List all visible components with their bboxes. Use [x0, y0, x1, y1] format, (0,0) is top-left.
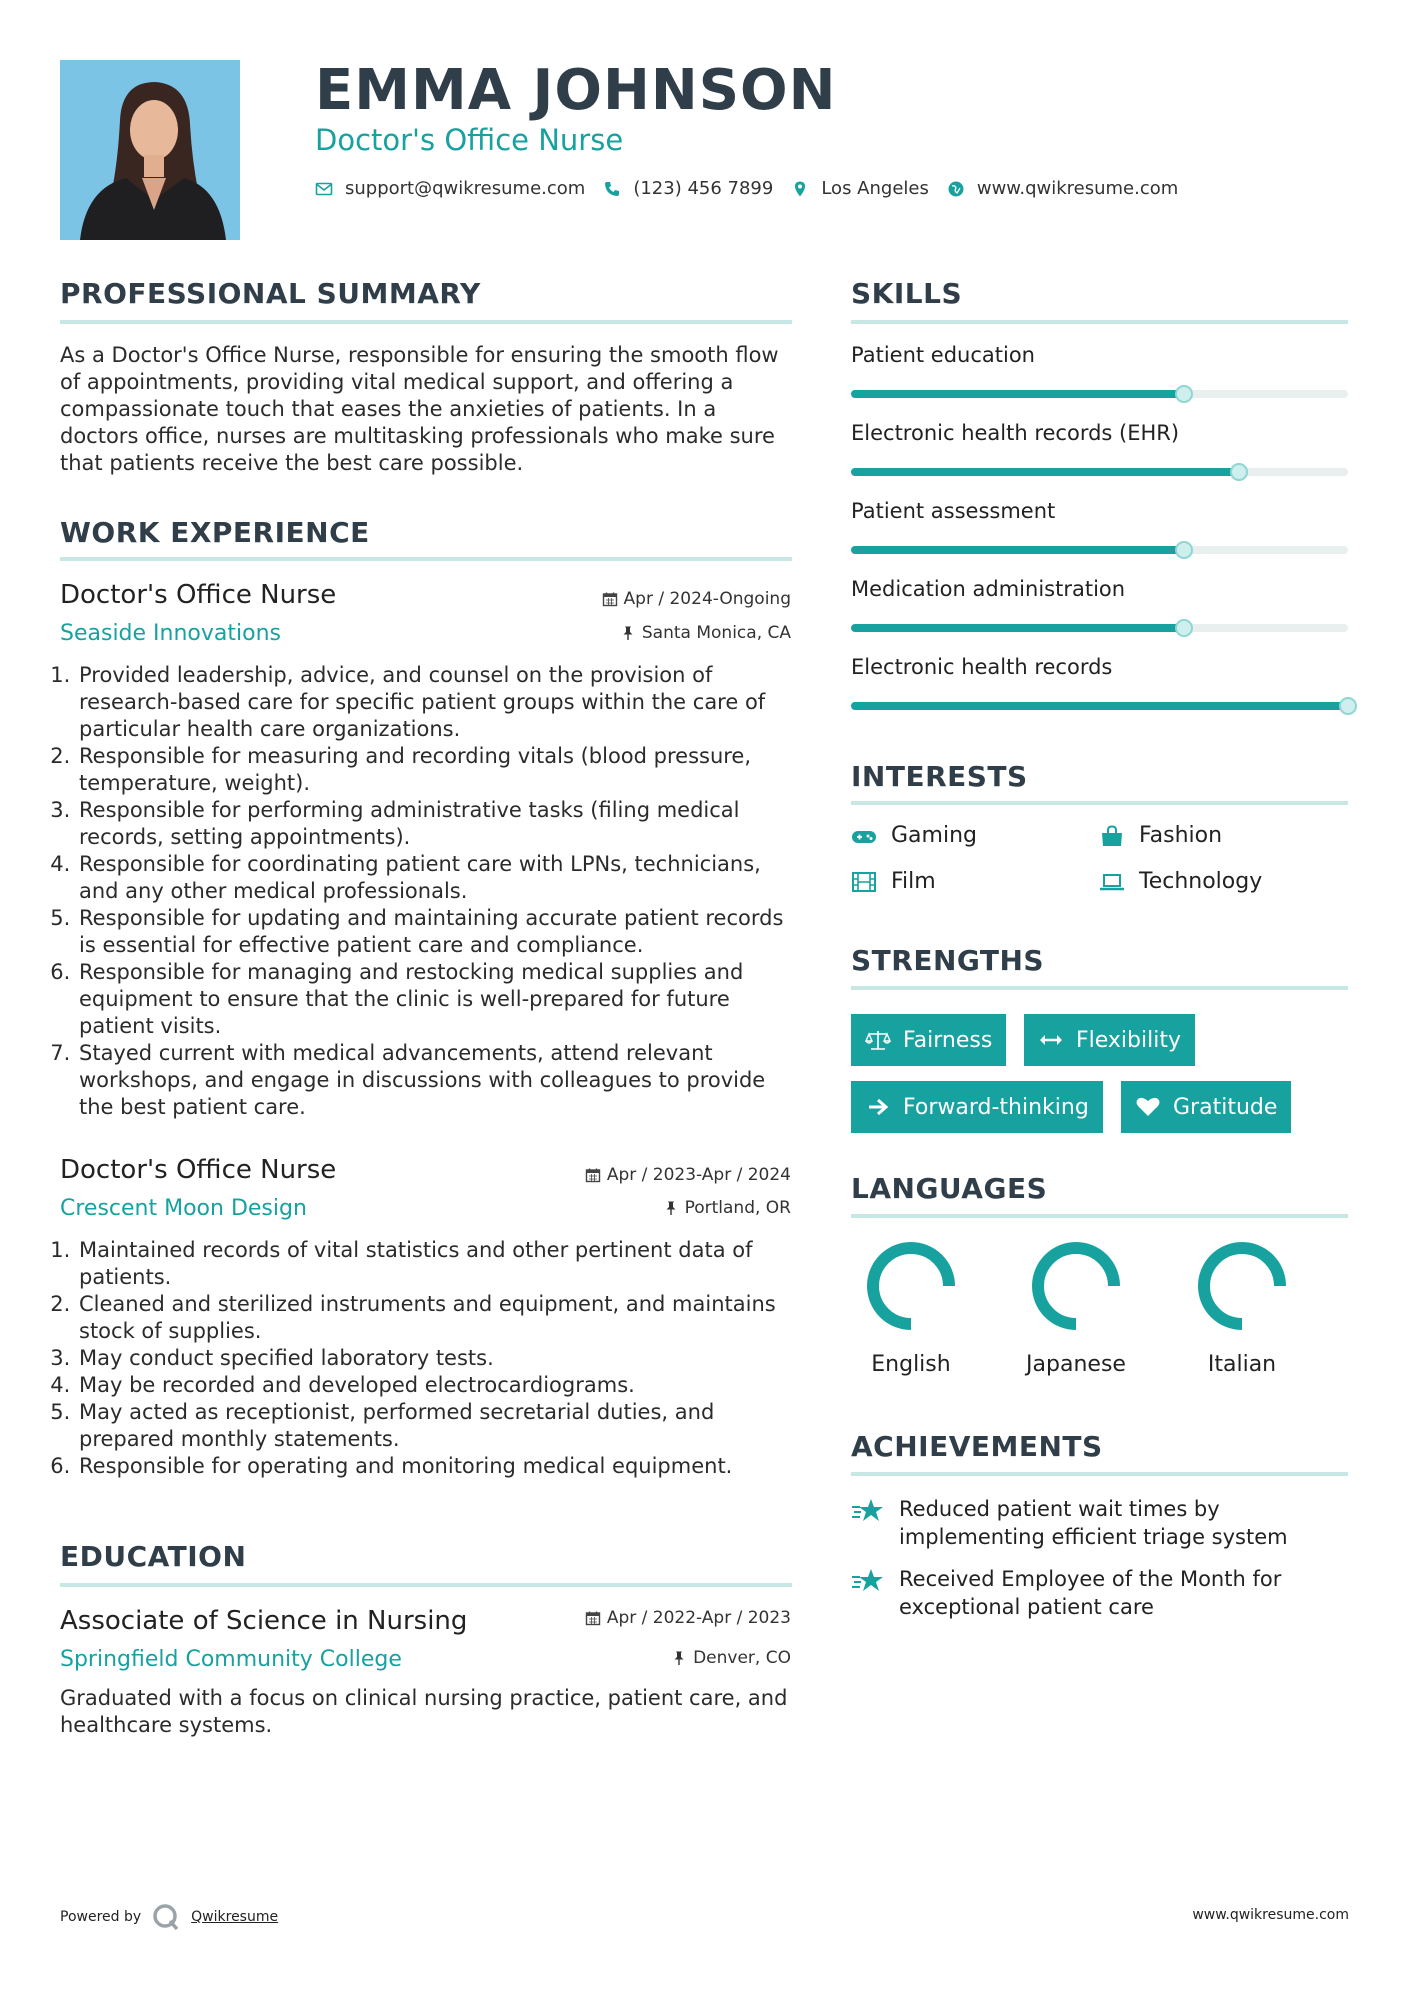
achievement-item-2 [851, 1565, 1351, 1621]
calendar-icon [602, 591, 618, 607]
interest-fashion [1099, 823, 1222, 848]
strength-tag-flexibility [1024, 1014, 1195, 1066]
language-label: English [871, 1352, 951, 1377]
strength-tag-gratitude [1121, 1081, 1291, 1133]
contact-phone[interactable] [603, 178, 773, 199]
skill-fill [851, 702, 1348, 710]
job-location-text-2: Portland, OR [684, 1198, 791, 1218]
gamepad-icon [851, 825, 877, 847]
interest-film [851, 869, 936, 894]
strength-tag-forward-thinking [851, 1081, 1103, 1133]
language-japanese [1011, 1238, 1141, 1377]
education-divider [60, 1583, 792, 1587]
candidate-title: Doctor's Office Nurse [315, 123, 624, 157]
profile-photo [60, 60, 240, 240]
map-pin-icon [791, 180, 809, 198]
list-item: 6. Responsible for operating and monitoring medical equipment. [77, 1453, 797, 1480]
calendar-icon [585, 1167, 601, 1183]
skill-fill [851, 546, 1184, 554]
contact-bar [315, 178, 1186, 199]
strengths-heading: STRENGTHS [851, 944, 1045, 977]
language-ring [1028, 1238, 1124, 1334]
interests-divider [851, 801, 1348, 805]
job-bullets-2 [57, 1237, 797, 1480]
summary-divider [60, 320, 792, 324]
arrows-horizontal-icon [1038, 1029, 1064, 1051]
company-1: Seaside Innovations [60, 621, 281, 646]
achievement-item-1 [851, 1495, 1351, 1551]
list-item: 4. May be recorded and developed electrocardiograms. [77, 1372, 797, 1399]
achievement-text: Reduced patient wait times by implementing efficient triage system [899, 1497, 1288, 1549]
contact-email[interactable] [315, 178, 585, 199]
interest-label: Fashion [1139, 823, 1223, 848]
skill-knob [1339, 697, 1357, 715]
star-speed-icon [851, 1567, 885, 1595]
skill-bar-2 [851, 468, 1348, 476]
qwikresume-logo-icon [151, 1902, 181, 1932]
job-title-2: Doctor's Office Nurse [60, 1155, 337, 1185]
experience-divider [60, 557, 792, 561]
degree-title: Associate of Science in Nursing [60, 1606, 468, 1636]
arrow-right-icon [865, 1096, 891, 1118]
powered-by-text: Powered by [60, 1909, 142, 1925]
strength-label: Flexibility [1076, 1027, 1181, 1053]
job-title-1: Doctor's Office Nurse [60, 580, 337, 610]
heart-icon [1135, 1096, 1161, 1118]
phone-icon [603, 180, 621, 198]
phone-text: (123) 456 7899 [633, 178, 774, 199]
education-dates [585, 1608, 791, 1628]
list-item: 5. Responsible for updating and maintaining accurate patient records is essential for effective patient care and compliance. [77, 905, 797, 959]
strengths-divider [851, 986, 1348, 990]
skills-divider [851, 320, 1348, 324]
contact-website[interactable] [947, 178, 1178, 199]
job-location-text-1: Santa Monica, CA [641, 623, 791, 643]
interest-gaming [851, 823, 977, 848]
list-item: 7. Stayed current with medical advancements, attend relevant workshops, and engage in discussions with colleagues to provide the best patient care. [77, 1040, 797, 1121]
language-ring [863, 1238, 959, 1334]
skill-knob [1175, 385, 1193, 403]
languages-heading: LANGUAGES [851, 1172, 1048, 1205]
laptop-icon [1099, 871, 1125, 893]
school-name: Springfield Community College [60, 1647, 402, 1672]
strength-label: Fairness [903, 1027, 993, 1053]
job-dates-2 [585, 1165, 791, 1185]
language-label: Japanese [1026, 1352, 1126, 1377]
skill-label-5: Electronic health records [851, 655, 1113, 679]
skill-label-1: Patient education [851, 343, 1035, 367]
job-location-2 [663, 1198, 791, 1218]
email-text: support@qwikresume.com [345, 178, 586, 199]
interest-label: Film [891, 869, 936, 894]
list-item: 1. Provided leadership, advice, and counsel on the provision of research-based care for specific patient groups within the care of particular health care organizations. [77, 662, 797, 743]
language-ring [1194, 1238, 1290, 1334]
shopping-bag-icon [1099, 825, 1125, 847]
film-icon [851, 871, 877, 893]
globe-icon [947, 180, 965, 198]
skill-label-2: Electronic health records (EHR) [851, 421, 1180, 445]
list-item: 3. May conduct specified laboratory tests. [77, 1345, 797, 1372]
interest-technology [1099, 869, 1262, 894]
languages-divider [851, 1214, 1348, 1218]
interest-label: Technology [1139, 869, 1263, 894]
footer-powered-by [60, 1902, 278, 1932]
summary-heading: PROFESSIONAL SUMMARY [60, 277, 481, 310]
list-item: 6. Responsible for managing and restocking medical supplies and equipment to ensure that the clinic is well-prepared for future patient visits. [77, 959, 797, 1040]
company-2: Crescent Moon Design [60, 1196, 307, 1221]
strength-label: Gratitude [1173, 1094, 1278, 1120]
achievements-heading: ACHIEVEMENTS [851, 1430, 1103, 1463]
pushpin-icon [620, 625, 636, 641]
strength-tag-fairness [851, 1014, 1006, 1066]
calendar-icon [585, 1610, 601, 1626]
list-item: 2. Responsible for measuring and recording vitals (blood pressure, temperature, weight). [77, 743, 797, 797]
candidate-name: EMMA JOHNSON [315, 58, 837, 123]
skill-label-4: Medication administration [851, 577, 1126, 601]
skill-knob [1230, 463, 1248, 481]
balance-scale-icon [865, 1029, 891, 1051]
footer-website[interactable]: www.qwikresume.com [1192, 1907, 1349, 1923]
skill-bar-3 [851, 546, 1348, 554]
strength-label: Forward-thinking [903, 1094, 1089, 1120]
skill-bar-1 [851, 390, 1348, 398]
list-item: 3. Responsible for performing administrative tasks (filing medical records, setting appointments). [77, 797, 797, 851]
list-item: 5. May acted as receptionist, performed secretarial duties, and prepared monthly statements. [77, 1399, 797, 1453]
education-location-text: Denver, CO [693, 1648, 791, 1668]
job-dates-text-2: Apr / 2023-Apr / 2024 [606, 1165, 791, 1185]
location-text: Los Angeles [821, 178, 929, 199]
envelope-icon [315, 180, 333, 198]
job-bullets-1 [57, 662, 797, 1121]
skill-knob [1175, 541, 1193, 559]
skill-fill [851, 624, 1184, 632]
job-dates-1 [602, 589, 791, 609]
education-location [671, 1648, 791, 1668]
skill-bar-4 [851, 624, 1348, 632]
list-item: 2. Cleaned and sterilized instruments and equipment, and maintains stock of supplies. [77, 1291, 797, 1345]
pushpin-icon [671, 1650, 687, 1666]
education-description: Graduated with a focus on clinical nursing practice, patient care, and healthcare systems. [60, 1686, 788, 1737]
footer-brand-link[interactable]: Qwikresume [191, 1909, 279, 1925]
skill-bar-5 [851, 702, 1348, 710]
education-dates-text: Apr / 2022-Apr / 2023 [606, 1608, 791, 1628]
pushpin-icon [663, 1200, 679, 1216]
education-heading: EDUCATION [60, 1540, 247, 1573]
job-dates-text-1: Apr / 2024-Ongoing [623, 589, 791, 609]
interests-heading: INTERESTS [851, 760, 1028, 793]
experience-heading: WORK EXPERIENCE [60, 516, 370, 549]
contact-location [791, 178, 929, 199]
summary-text: As a Doctor's Office Nurse, responsible for ensuring the smooth flow of appointments, providing vital medical support, and offering a compassionate touch that eases the anxieties of patients. In a doctors office, nurses are multitasking professionals who make sure that patients receive the best care possible. [60, 343, 779, 475]
list-item: 1. Maintained records of vital statistics and other pertinent data of patients. [77, 1237, 797, 1291]
skill-fill [851, 390, 1184, 398]
website-text: www.qwikresume.com [976, 178, 1179, 199]
list-item: 4. Responsible for coordinating patient care with LPNs, technicians, and any other medical professionals. [77, 851, 797, 905]
skill-label-3: Patient assessment [851, 499, 1056, 523]
skill-fill [851, 468, 1239, 476]
star-speed-icon [851, 1497, 885, 1525]
interest-label: Gaming [891, 823, 977, 848]
language-english [846, 1238, 976, 1377]
skill-knob [1175, 619, 1193, 637]
skills-heading: SKILLS [851, 277, 963, 310]
achievement-text: Received Employee of the Month for exceptional patient care [899, 1567, 1282, 1619]
language-label: Italian [1207, 1352, 1277, 1377]
achievements-divider [851, 1472, 1348, 1476]
job-location-1 [620, 623, 791, 643]
language-italian [1177, 1238, 1307, 1377]
